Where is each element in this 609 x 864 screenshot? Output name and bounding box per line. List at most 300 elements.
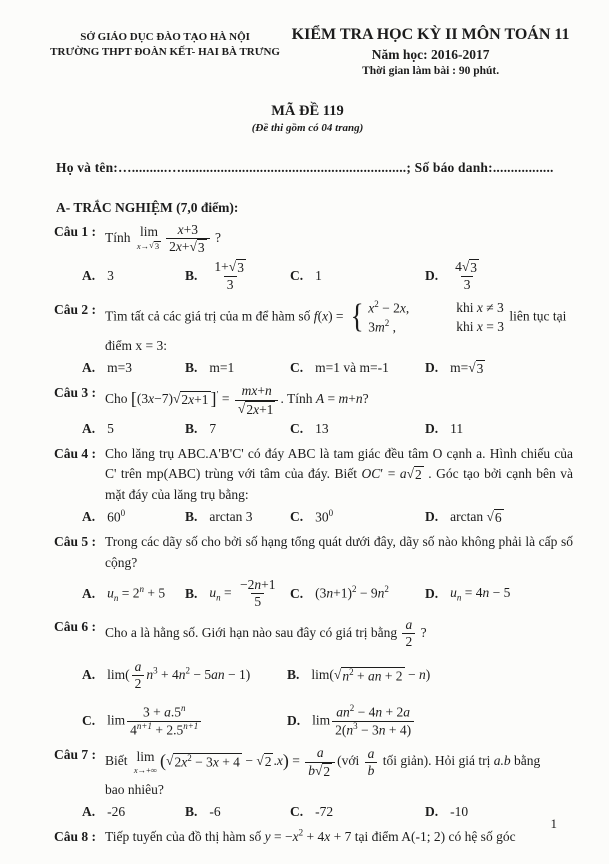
fraction-denominator: 3 [224,276,237,293]
math-fraction [211,259,249,293]
answer-option [425,421,573,437]
answer-option [425,585,573,603]
question-body: Cho [(3x−7) √ 2x+1 ]′ = mx+n √ 2x+1 . Tính A = m+n? [105,383,369,417]
question-body: Cho lăng trụ ABC.A'B'C' có đáy ABC là tam giác đều tâm O cạnh a. Hình chiếu của C' trên mp(ABC) trùng với tâm của đáy. Biết OC′ = a √ 2 . Góc tạo bởi cạnh bên và mặt đáy của lăng trụ bằng: [105,446,574,502]
fraction-denominator: 5 [251,593,264,610]
question-label: Câu 8 : [54,829,97,844]
fraction-numerator: mx+n [241,383,272,399]
option-value: lim( √ $n^2$ + an + 2 − n) [311,666,431,684]
pages-note: (Đề thi gồm có 04 trang) [251,121,364,134]
exam-code: MÃ ĐỀ 119 [271,102,344,119]
radical-sign: √ [228,259,237,275]
math-sqrt [486,509,503,526]
limit-subscript: x →+∞ [133,764,158,775]
math-var: n [342,668,350,684]
radicand: 3 [154,240,160,251]
option-key: A. [82,421,96,437]
radicand: 2x+1 [181,392,209,408]
option-value: $u_n = 4n - 5$ [450,584,511,603]
math-var: x [133,764,138,775]
math-var: a [405,617,413,633]
answer-option [425,259,573,293]
options-row [82,659,573,739]
options-row [82,421,573,437]
answer-option [82,509,185,526]
math-fraction [305,745,335,779]
math-var: f [313,308,318,324]
cases-condition: khi x = 3 [456,319,505,335]
option-key: C. [290,585,304,601]
radical-sign: √ [173,391,181,407]
answer-option [82,585,185,603]
question-content [42,827,573,847]
radicand: 2 [264,754,272,770]
radical-sign: √ [166,753,174,769]
section-heading: A- TRẮC NGHIỆM (7,0 điểm): [56,199,239,215]
math-var: m [338,391,349,407]
radicand: 3 [470,260,478,276]
fraction-denominator: $4^{n+1} + 2.5^{n+1}$ [127,721,201,739]
school-name: TRƯỜNG THPT ĐOÀN KẾT- HAI BÀ TRƯNG [50,45,280,58]
math-bracket: [ [130,389,137,410]
option-value: lim $\frac{an^2 - 4n + 2a}{2(n^3 - 3n + 4)}$ [312,704,416,738]
question-label: Câu 6 : [54,619,97,635]
option-key: B. [185,268,198,284]
option-value: 1 [315,268,322,284]
question-content [42,745,573,820]
answer-option [82,360,185,376]
option-value: 7 [209,421,217,437]
math-var: a [399,466,407,482]
fraction-denominator [235,400,279,418]
cases-brace: { [350,298,364,336]
answer-option [185,804,290,820]
math-superscript: n+1 [183,720,199,731]
math-fraction [166,222,210,256]
math-superscript: 3 [153,664,158,675]
math-var: a [316,745,324,761]
math-var: n [375,704,383,720]
question-label: Câu 4 : [54,446,97,462]
option-value: 11 [450,421,464,437]
cases-row [368,319,504,335]
option-key: B. [185,360,198,376]
math-var: y [264,829,271,844]
question-content [42,532,573,610]
radical-sign: √ [406,466,415,482]
option-value: 5 [107,421,114,437]
question-body: Tính lim x → √ 3 x+3 2x+ √ 3 ? [105,221,221,255]
option-key: A. [82,360,96,376]
option-value: 13 [315,421,329,437]
radicand: $n^2$ + an + 2 [342,666,403,684]
option-key: D. [287,713,301,729]
fraction-numerator [365,746,378,762]
option-value: $30^0$ [315,507,334,525]
math-var: a [367,745,375,761]
math-var: x [188,392,195,408]
math-var: A [315,391,325,407]
option-value: 3 [107,268,114,284]
math-superscript: 2 [374,299,379,309]
math-var: x [322,308,329,324]
fraction-numerator: 1+ √ 3 [214,259,244,276]
question [42,444,573,525]
fraction-denominator: 2x+ √ 3 [166,238,210,256]
math-sqrt [149,241,161,252]
question [42,827,573,847]
answer-option [290,585,425,602]
question-content [42,617,573,738]
answer-option [185,259,290,293]
question [42,222,573,293]
math-sqrt [334,667,405,684]
math-superscript: 2 [351,584,357,595]
option-key: D. [425,360,439,376]
question-body-continued: điểm x = 3: [105,338,167,354]
fraction-denominator: $2(n^3 - 3n + 4)$ [332,721,414,739]
answer-option [185,577,290,610]
question-content [42,383,573,437]
options-row [82,509,573,526]
math-superscript: 0 [328,507,334,518]
math-var: n [355,391,363,407]
answer-option [287,704,573,738]
fraction-numerator: −2n+1 [240,576,276,592]
math-var: u [209,584,217,600]
math-sqrt [166,753,242,770]
math-superscript: 2 [298,827,304,838]
exam-header [42,26,573,77]
math-superscript: 2 [187,753,192,764]
math-var: a [403,704,410,720]
math-var: n [146,666,154,682]
exam-info-block [288,26,573,77]
option-key: B. [287,667,300,683]
radical-sign: √ [314,762,323,778]
radicand: 3 [476,360,484,376]
option-value: -26 [107,804,126,819]
option-value: lim $\frac{3 + a.5^n}{4^{n+1} + 2.5^{n+1}}$ [107,704,203,738]
option-key: A. [82,585,96,601]
fraction-numerator [314,745,327,761]
school-year: Năm học: 2016-2017 [371,46,490,62]
option-key: A. [82,509,96,525]
radical-sign: √ [333,666,342,682]
option-value [450,259,484,293]
question-body: Tìm tất cả các giá trị của m để hàm số f(x) = { $x^2 - 2x$, khi x ≠ 3 $3m^2$ , khi x = 3 liên tục tại [105,298,567,336]
question-label: Câu 3 : [54,385,97,401]
math-bracket: ) [282,751,289,772]
math-var: x [177,221,184,237]
math-var: n [326,585,334,601]
math-var: x [399,300,406,316]
fraction-denominator: 2 [402,633,415,650]
department-name: SỞ GIÁO DỤC ĐÀO TẠO HÀ NỘI [80,31,250,43]
question-body: Cho a là hằng số. Giới hạn nào sau đây có giá trị bằng $\frac{a}{2}$ ? [105,617,427,650]
math-var: u [107,585,114,600]
answer-option [82,659,287,692]
option-key: D. [425,268,439,284]
math-superscript: 2 [384,584,389,595]
radicand: 2 [415,467,422,483]
math-var: u [450,584,457,600]
answer-option [290,268,425,284]
answer-option [290,509,425,526]
math-limit [134,750,157,774]
option-key: D. [425,804,439,819]
issuer-block [42,26,288,77]
math-subscript: n [113,592,119,603]
answer-option [82,421,185,437]
math-var: n [254,576,262,592]
option-value: lim( $\frac{a}{2}$ $n^3 + 4n^2 - 5an - 1$) [107,658,251,691]
question [42,617,573,738]
option-value: $60^0$ [107,507,126,525]
answer-option [425,509,573,526]
option-key: C. [290,421,304,437]
option-key: A. [82,268,96,284]
question [42,532,573,610]
math-cases [349,300,504,335]
answer-option [185,360,290,376]
radicand: 2 [323,763,331,779]
limit-subscript: x → √ 3 [136,239,160,251]
answer-option [185,509,290,525]
answer-option [82,804,185,820]
option-value: m=1 [209,360,235,376]
option-key: B. [185,585,198,601]
question-body: Trong các dãy số cho bởi số hạng tổng quát dưới đây, dãy số nào không phải là cấp số cộng? [105,534,573,570]
question-content [42,300,573,376]
math-var: x [368,300,375,316]
radical-sign: √ [468,359,476,375]
options-row [82,577,573,610]
math-var: a [164,704,171,720]
math-var: an [367,668,382,684]
cases-expression: $x^2 - 2x$, [368,299,410,316]
radical-sign: √ [237,400,246,416]
option-key: C. [290,804,304,819]
math-sqrt [173,391,211,408]
math-var: OC [361,466,381,482]
math-var: x [175,238,182,254]
page-number: 1 [550,816,557,831]
option-value: m=1 và m=-1 [315,360,389,376]
fraction-numerator: $an^2 - 4n + 2a$ [336,703,410,720]
math-var: x [136,240,141,251]
cases-expression: $3m^2$ , [368,318,396,335]
math-fraction [365,746,378,779]
math-superscript: 2 [349,703,355,714]
answer-option [82,268,185,284]
math-var: m [375,319,385,335]
math-var: x [276,753,283,769]
math-var: an [336,704,350,720]
option-value: m= √ 3 [450,359,484,376]
math-fraction [235,383,279,417]
math-superscript: n [180,703,186,714]
math-var: b [367,762,375,778]
question-body-continued: bao nhiêu? [105,782,164,798]
math-var: n [178,666,186,682]
option-value: $u_n = 2^n + 5$ [107,583,166,603]
math-fraction [452,259,482,293]
option-key: B. [185,421,198,437]
math-var: x [148,391,155,407]
math-fraction [332,704,414,738]
question [42,383,573,437]
option-value: -6 [209,804,221,819]
limit-word: lim [139,224,158,240]
math-bracket: ] [210,389,217,410]
radical-sign: √ [486,508,494,524]
option-value: $(3n+1)^2 - 9n^2$ [315,584,389,601]
option-value: arctan √ 6 [450,508,502,525]
math-bracket: ( [160,751,167,772]
fraction-denominator [365,762,378,779]
answer-option [82,704,287,738]
math-limit [137,225,161,251]
option-key: D. [425,421,439,437]
math-sqrt [468,360,485,377]
math-var: n [482,584,490,600]
answer-option [287,667,573,684]
radical-sign: √ [256,753,264,769]
math-var: x [253,401,260,417]
math-superscript: ′ [216,389,219,400]
option-key: B. [185,804,198,819]
question-content [42,222,573,293]
option-key: D. [425,509,439,525]
math-sqrt [407,466,424,483]
radical-sign: √ [461,259,470,275]
cases-body [368,300,504,335]
candidate-line [56,160,573,176]
options-row [82,259,573,293]
math-var: n [377,585,385,601]
cases-row [368,300,504,316]
math-fraction [127,704,201,738]
math-var: n [346,722,354,738]
option-key: A. [82,804,96,819]
option-key: A. [82,667,96,683]
question-label: Câu 5 : [54,534,97,550]
question-body: Biết lim x →+∞ ( √ $2x^2 - 3x + 4$ − √ 2 .x) = a b √ 2 (với $\frac{a}{b}$ tối giản). Hỏi giá trị a.b bằng [105,745,541,779]
question-content [42,444,573,525]
question-label: Câu 1 : [54,223,97,239]
math-var: a [134,658,142,674]
answer-option [290,421,425,437]
question [42,745,573,820]
radical-sign: √ [149,239,154,250]
math-sqrt [238,401,276,418]
math-superscript: 2 [349,666,354,677]
exam-code-block [42,103,573,134]
sbd-dots: ................. [492,159,554,175]
math-superscript: n+1 [136,720,152,731]
answer-option [425,360,573,377]
name-label: Họ và tên: [56,159,118,175]
math-sqrt [256,753,273,770]
math-var: an [211,666,225,682]
option-value: m=3 [107,360,132,376]
math-var: n [378,722,386,738]
answer-option [290,804,425,820]
math-var: x [476,319,483,335]
math-sqrt [229,259,246,276]
math-superscript: 2 [185,664,190,675]
math-superscript: 0 [120,507,126,518]
exam-title: KIỂM TRA HỌC KỲ II MÔN TOÁN 11 [291,26,570,43]
math-sqrt [189,239,206,256]
question-label: Câu 2 : [54,302,97,317]
fraction-denominator: 3 [461,276,474,293]
radicand: 3 [197,239,205,255]
option-key: C. [290,268,304,284]
limit-word: lim [136,749,155,765]
questions-list [42,222,573,848]
fraction-numerator: 4 √ 3 [455,259,478,276]
exam-duration: Thời gian làm bài : 90 phút. [362,64,500,77]
radicand: 3 [237,260,244,276]
radicand: 2x+1 [246,401,274,417]
math-var: x [212,754,219,770]
math-subscript: n [456,592,462,603]
math-var: x [292,829,299,844]
option-value: -10 [450,804,469,819]
math-var: n [264,383,272,399]
math-fraction [237,577,279,610]
sbd-label: ; Số báo danh: [406,159,493,175]
math-var: x [181,754,188,770]
fraction-denominator [305,762,335,780]
math-fraction [402,617,415,650]
name-dots: …..........…............................................................... [118,159,407,175]
math-var: x [476,300,483,315]
fraction-numerator: $3 + a.5^n$ [142,703,186,720]
option-key: C. [290,509,304,525]
options-row [82,804,573,820]
option-value: arctan 3 [209,509,253,525]
answer-option [185,421,290,437]
fraction-numerator [132,659,145,675]
math-var: n [418,666,426,682]
radicand: 6 [494,509,502,525]
math-sqrt [315,763,332,780]
fraction-numerator: x+3 [177,221,199,237]
cases-condition: khi x ≠ 3 [456,300,504,315]
math-var: b [308,762,315,778]
options-row [82,360,573,377]
option-key: C. [290,360,304,376]
math-var: mx [241,383,258,399]
fraction-numerator [402,617,415,633]
radicand: $2x^2 - 3x + 4$ [174,753,240,770]
math-subscript: n [216,592,221,603]
question [42,300,573,376]
option-key: C. [82,713,96,729]
option-value [209,259,251,293]
math-sqrt [462,259,479,276]
radical-sign: √ [189,238,197,254]
option-value: $u_n$ = $\frac{-2n+1}{5}$ [209,577,280,610]
fraction-denominator: 2 [132,675,145,692]
option-key: D. [425,585,439,601]
math-superscript: 3 [353,720,358,731]
option-key: B. [185,509,198,525]
answer-option [290,360,425,376]
